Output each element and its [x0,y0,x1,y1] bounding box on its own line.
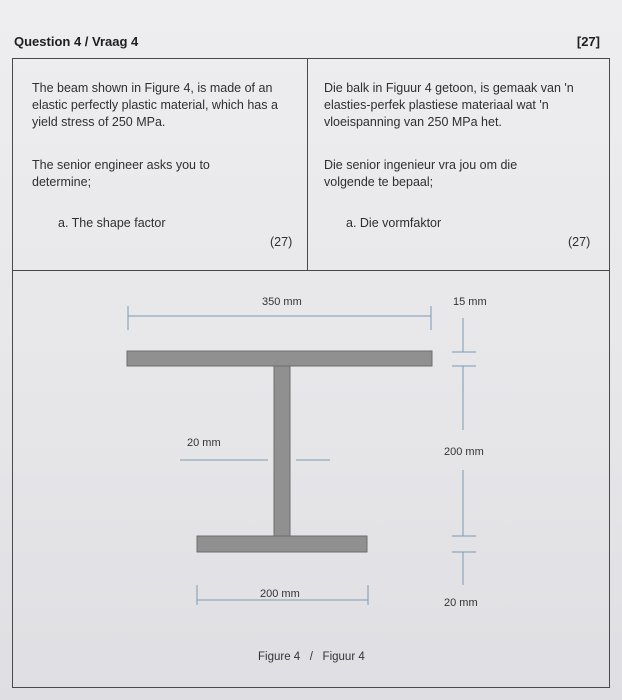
dim-label-15: 15 mm [453,296,487,308]
afrikaans-item-a: a. Die vormfaktor [346,216,442,230]
english-item-marks: (27) [270,235,293,249]
dim-label-200-height: 200 mm [444,446,484,458]
dim-label-20-web: 20 mm [187,437,221,449]
web [274,366,290,536]
afrikaans-intro: Die balk in Figuur 4 getoon, is gemaak van 'n elasties-perfek plastiese materiaal wat 'n vloeispanning van 250 MPa het. [324,81,574,129]
bottom-flange [197,536,367,552]
dim-label-200-width: 200 mm [260,588,300,600]
afrikaans-task: Die senior ingenieur vra jou om die volgende te bepaal; [324,158,518,189]
top-width-dimension [128,306,431,330]
english-intro: The beam shown in Figure 4, is made of an elastic perfectly plastic material, which has a yield stress of 250 MPa. [32,81,278,129]
english-task: The senior engineer asks you to determine; [32,158,210,189]
dim-label-20-flange: 20 mm [444,597,478,609]
english-item-a: a. The shape factor [58,216,166,230]
question-title: Question 4 / Vraag 4 [14,34,139,49]
total-marks: [27] [576,34,600,49]
figure-caption: Figure 4 / Figuur 4 [258,651,365,663]
dim-label-350: 350 mm [262,296,302,308]
top-flange [127,351,432,366]
afrikaans-item-marks: (27) [568,235,591,249]
